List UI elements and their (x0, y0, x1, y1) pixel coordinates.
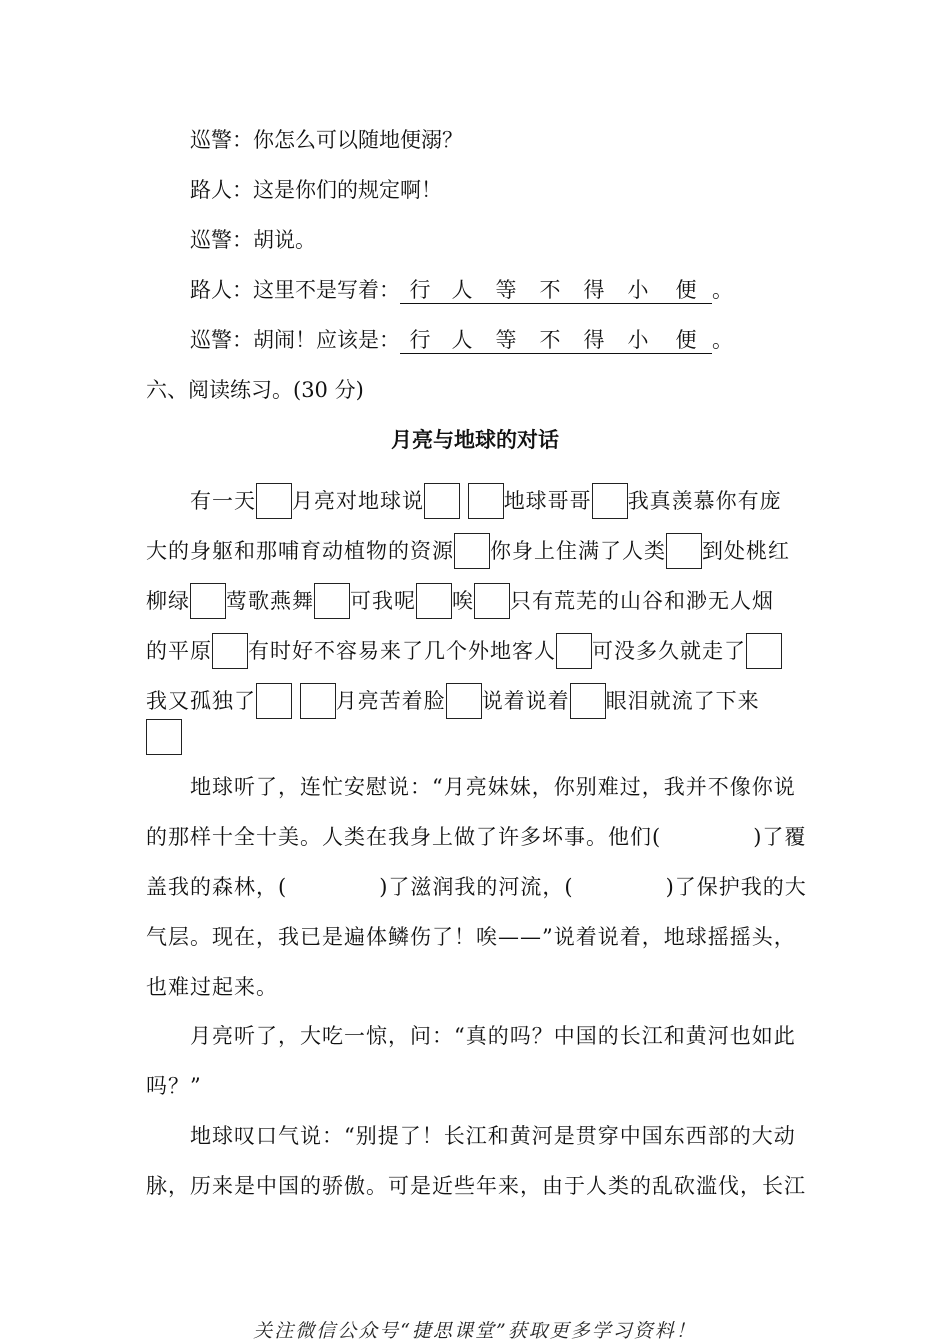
p1-text: 你身上住满了人类 (490, 539, 666, 563)
p1-text: 眼泪就流了下来 (605, 689, 760, 713)
p1-text: 我又孤独了 (146, 689, 256, 713)
dialogue-line-3 (190, 226, 316, 254)
p1-line-4 (146, 633, 782, 669)
p1-line-2 (146, 533, 790, 569)
p1-text: 说着说着 (481, 689, 570, 713)
punctuation-box[interactable] (446, 683, 482, 719)
dialogue-line-2 (190, 176, 442, 204)
p1-text: 有一天 (190, 489, 256, 513)
footer-note: 关注微信公众号“捷思课堂”获取更多学习资料！ (253, 1320, 697, 1342)
p2-line-5: 也难过起来。 (146, 975, 278, 999)
section-heading: 六、阅读练习。(30 分) (146, 378, 364, 402)
punctuation-box[interactable] (146, 719, 182, 755)
p2-text: )了滋润我的河流，( (379, 875, 574, 899)
dialogue-text: ：胡说。 (232, 228, 316, 252)
story-title: 月亮与地球的对话 (391, 427, 559, 452)
blank-cell: 行 (400, 327, 440, 354)
speaker: 巡警 (190, 228, 232, 252)
p2-text: )了保护我的大 (665, 875, 807, 899)
p1-text: 的平原 (146, 639, 212, 663)
p1-text: 有时好不容易来了几个外地客人 (248, 639, 556, 663)
p4-line-2: 脉，历来是中国的骄傲。可是近些年来，由于人类的乱砍滥伐，长江 (146, 1174, 806, 1198)
punctuation-box[interactable] (556, 633, 592, 669)
punctuation-box[interactable] (468, 483, 504, 519)
punctuation-box[interactable] (190, 583, 226, 619)
dialogue-line-4 (190, 276, 733, 304)
punctuation-box[interactable] (212, 633, 248, 669)
blank-cell: 行 (400, 277, 440, 304)
dialogue-line-1 (190, 126, 463, 154)
p1-text: 唉 (452, 589, 474, 613)
dialogue-text: ：你怎么可以随地便溺？ (232, 128, 463, 152)
punctuation-box[interactable] (424, 483, 460, 519)
punctuation-box[interactable] (454, 533, 490, 569)
p1-text: 月亮对地球说 (292, 489, 424, 513)
dialogue-line-5 (190, 326, 733, 354)
blank-cell: 便 (660, 277, 712, 304)
p2-line-2 (146, 823, 806, 851)
punctuation-box[interactable] (314, 583, 350, 619)
punctuation-box[interactable] (256, 683, 292, 719)
blank-cell: 小 (616, 327, 660, 354)
p2-line-3 (146, 873, 807, 901)
p2-text: )了覆 (753, 825, 807, 849)
p3-line-2: 吗？” (146, 1074, 202, 1098)
p1-text: 地球哥哥 (503, 489, 592, 513)
p1-text: 柳绿 (146, 589, 190, 613)
p1-line-1 (190, 483, 782, 519)
blank-cell: 得 (572, 327, 616, 354)
dialogue-text: ：胡闹！应该是： (232, 328, 400, 352)
speaker: 路人 (190, 278, 232, 302)
punctuation-box[interactable] (474, 583, 510, 619)
end-mark: 。 (712, 328, 733, 352)
punctuation-box[interactable] (570, 683, 606, 719)
punctuation-box[interactable] (666, 533, 702, 569)
p1-text: 只有荒芜的山谷和渺无人烟 (510, 589, 774, 613)
p1-text: 月亮苦着脸 (335, 689, 446, 713)
blank-cell: 便 (660, 327, 712, 354)
blank-cell: 等 (484, 277, 528, 304)
p2-line-4: 气层。现在，我已是遍体鳞伤了！唉——”说着说着，地球摇摇头， (146, 925, 796, 949)
punctuation-box[interactable] (300, 683, 336, 719)
dialogue-text: ：这里不是写着： (232, 278, 400, 302)
p1-text: 可没多久就走了 (592, 639, 746, 663)
speaker: 巡警 (190, 128, 232, 152)
blank-cell: 不 (528, 327, 572, 354)
p1-text: 可我呢 (350, 589, 416, 613)
blank-cell: 小 (616, 277, 660, 304)
blank-cell: 人 (440, 327, 484, 354)
p3-line-1: 月亮听了，大吃一惊，问：“真的吗？中国的长江和黄河也如此 (190, 1024, 796, 1048)
speaker: 路人 (190, 178, 232, 202)
blank-cell: 不 (528, 277, 572, 304)
punctuation-box[interactable] (746, 633, 782, 669)
speaker: 巡警 (190, 328, 232, 352)
punctuation-box[interactable] (256, 483, 292, 519)
p1-text: 我真羡慕你有庞 (627, 489, 782, 513)
p1-text: 大的身躯和那哺育动植物的资源 (146, 539, 454, 563)
p1-text: 莺歌燕舞 (226, 589, 314, 613)
punctuation-box[interactable] (416, 583, 452, 619)
punctuation-box[interactable] (592, 483, 628, 519)
blank-cell: 等 (484, 327, 528, 354)
blank-answer-group[interactable] (400, 326, 712, 354)
p2-line-1: 地球听了，连忙安慰说：“月亮妹妹，你别难过，我并不像你说 (190, 775, 796, 799)
p2-text: 的那样十全十美。人类在我身上做了许多坏事。他们( (146, 825, 662, 849)
blank-cell: 得 (572, 277, 616, 304)
p2-text: 盖我的森林，( (146, 875, 288, 899)
dialogue-text: ：这是你们的规定啊！ (232, 178, 442, 202)
blank-answer-group[interactable] (400, 276, 712, 304)
blank-cell: 人 (440, 277, 484, 304)
p1-line-5 (146, 683, 760, 719)
p1-line-3 (146, 583, 774, 619)
p4-line-1: 地球叹口气说：“别提了！长江和黄河是贯穿中国东西部的大动 (190, 1124, 796, 1148)
p1-text: 到处桃红 (702, 539, 790, 563)
end-mark: 。 (712, 278, 733, 302)
